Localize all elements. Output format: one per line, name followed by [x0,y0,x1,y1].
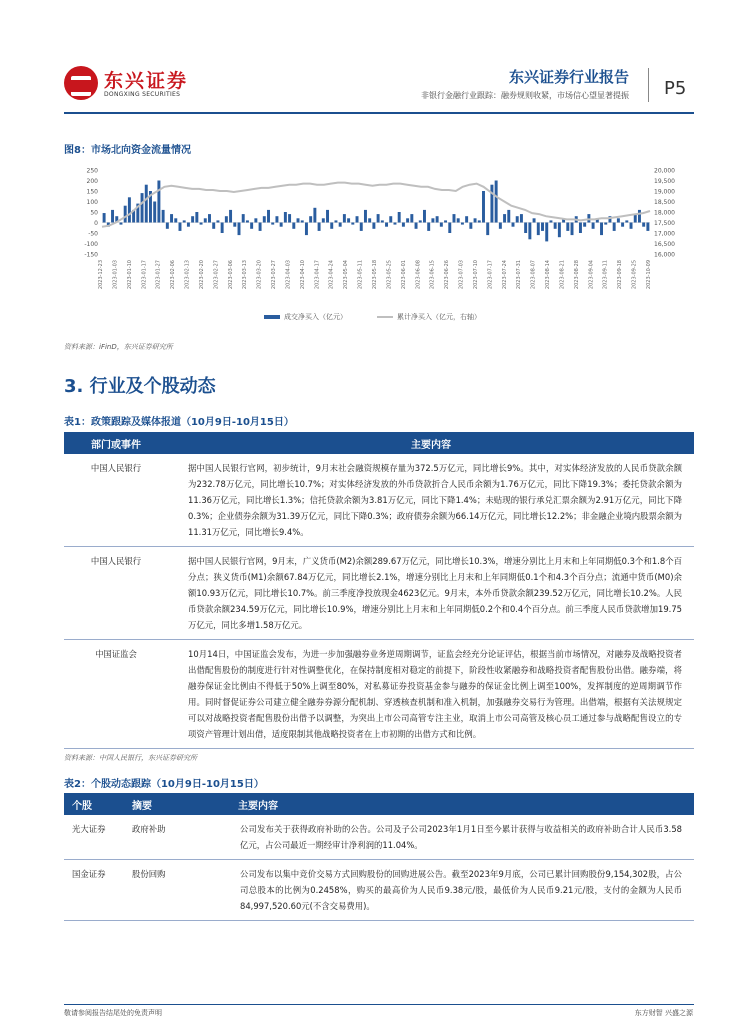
flow-bar [288,214,291,222]
flow-bar [166,223,169,229]
legend-bar-swatch [264,315,280,319]
flow-bar [415,223,418,229]
x-tick-label: 2023-09-18 [617,260,624,290]
x-tick-label: 2023-07-31 [516,260,523,290]
left-tick-label: 50 [90,209,98,217]
x-tick-label: 2023-05-11 [357,260,364,290]
flow-bar [453,214,456,222]
table-row [64,860,694,921]
flow-bar [343,214,346,222]
flow-bar [381,220,384,222]
flow-bar [351,223,354,225]
right-tick-label: 16,000 [654,251,675,259]
header-rule [64,112,694,114]
flow-bar [280,223,283,227]
col-header-dept: 部门或事件 [64,432,168,454]
flow-bar [221,223,224,234]
flow-bar [377,214,380,222]
flow-bar [233,223,236,227]
x-tick-label: 2023-04-24 [328,260,335,290]
stock-table [64,793,694,921]
chart-legend [264,312,481,322]
x-tick-label: 2023-05-04 [343,260,350,290]
flow-bar [259,223,262,231]
flow-bar [482,191,485,223]
flow-bar [275,216,278,222]
x-tick-label: 2023-08-28 [573,260,580,290]
flow-bar [297,218,300,222]
company-logo [64,66,194,106]
flow-bar [170,214,173,222]
flow-bar [604,223,607,225]
flow-bar [423,210,426,223]
flow-bar [208,214,211,222]
flow-bar [246,220,249,222]
flow-bar [229,210,232,223]
x-tick-label: 2023-02-13 [184,260,191,290]
legend-line-label: 累计净买入（亿元，右轴） [397,313,481,321]
flow-bar [212,223,215,229]
flow-bar [318,223,321,231]
flow-bar [642,223,645,227]
flow-bar [398,212,401,223]
right-tick-label: 17,500 [654,220,675,227]
flow-bar [250,223,253,229]
flow-bar [427,223,430,231]
chart-svg [64,160,694,310]
flow-bar [200,223,203,225]
x-tick-label: 2023-07-17 [487,260,494,290]
dept-cell: 中国人民银行 [64,547,168,640]
flow-bar [486,223,489,236]
flow-bar [225,216,228,222]
flow-bar [191,216,194,222]
section-title: 3. 行业及个股动态 [64,376,216,397]
content-cell: 公司发布关于获得政府补助的公告。公司及子公司2023年1月1日至今累计获得与收益相关的政府补助合计人民币3.58亿元，占公司最近一期经审计净利润的11.04%。 [232,815,694,860]
footer-rule [64,1004,694,1005]
flow-bar [592,223,595,229]
left-tick-label: 0 [94,220,98,227]
flow-bar [520,214,523,222]
stock-cell: 光大证券 [64,815,124,860]
report-subtitle: 非银行金融行业跟踪：融券规则收紧，市场信心望显著提振 [421,91,629,100]
flow-bar [516,216,519,222]
flow-bar [410,214,413,222]
flow-bar [305,223,308,236]
table-row [64,547,694,640]
table2-title: 表2：个股动态跟踪（10月9日-10月15日） [64,779,264,790]
col-header-content: 主要内容 [168,432,694,454]
flow-bar [490,185,493,223]
flow-bar [301,220,304,222]
table-row [64,815,694,860]
x-tick-label: 2023-04-03 [285,260,292,290]
flow-bar [309,216,312,222]
table-header-row [64,793,694,815]
logo-mark-icon [64,66,98,100]
x-tick-label: 2023-09-11 [602,260,609,290]
flow-bar [541,223,544,231]
flow-bar [372,223,375,229]
table1-title: 表1：政策跟踪及媒体报道（10月9日-10月15日） [64,417,294,428]
header-divider [648,68,649,102]
x-tick-label: 2023-01-17 [141,260,148,290]
flow-bar [448,223,451,234]
flow-bar [284,212,287,223]
x-tick-label: 2023-03-20 [256,260,263,290]
flow-bar [242,214,245,222]
flow-bar [292,223,295,229]
flow-bar [499,223,502,229]
x-tick-label: 2023-04-17 [314,260,321,290]
content-cell: 公司发布以集中竞价交易方式回购股份的回购进展公告。截至2023年9月底，公司已累计回购股份9,154,302股，占公司总股本的比例为0.2458%，购买的最高价为人民币9.38元/股，最低价为人民币9.21元/股，支付的金额为人民币84,997,520.60元(不含交易费用)。 [232,860,694,921]
flow-bar [503,214,506,222]
flow-bar [461,223,464,225]
flow-bar [638,210,641,223]
x-tick-label: 2023-07-03 [458,260,465,290]
flow-bar [457,218,460,222]
flow-bar [545,223,548,242]
flow-bar [141,193,144,222]
right-tick-label: 17,000 [654,230,675,238]
flow-bar [360,223,363,231]
flow-bar [267,210,270,223]
flow-bar [617,218,620,222]
flow-bar [625,220,628,222]
content-cell: 据中国人民银行官网，9月末，广义货币(M2)余额289.67万亿元，同比增长10.3%，增速分别比上月末和上年同期低0.3个和1.8个百分点；狭义货币(M1)余额67.84万亿元，同比增长2.1%，增速分别比上月末和上年同期低0.1个和4.3个百分点；流通中货币(M0)余额10.93万亿元，同比增长10.7%。前三季度净投放现金4623亿元。9月末，本外币贷款余额239.52万亿元，同比增长10.2%。人民币贷款余额234.59万亿元，同比增长10.9%，增速分别比上月末和上年同期低0.2个和0.4个百分点。前三季度人民币贷款增加19.75万亿元，同比多增1.58万亿元。 [168,547,694,640]
flow-bar [179,223,182,231]
footer-slogan: 东方财智 兴盛之源 [634,1009,693,1017]
summary-cell: 政府补助 [124,815,232,860]
dept-cell: 中国人民银行 [64,454,168,547]
col-header-summary: 摘要 [124,793,232,815]
report-title: 东兴证券行业报告 [508,68,629,86]
flow-bar [571,223,574,236]
flow-bar [368,218,371,222]
x-tick-label: 2023-05-18 [372,260,378,290]
col-header-stock: 个股 [64,793,124,815]
x-tick-label: 2023-03-27 [271,260,278,290]
flow-bar [339,223,342,227]
table-row [64,454,694,547]
flow-bar [533,218,536,222]
flow-bar [495,181,498,223]
flow-bar [440,223,443,227]
table1-source: 资料来源：中国人民银行，东兴证券研究所 [64,754,197,762]
flow-bar [157,181,160,223]
flow-bar [402,223,405,227]
flow-bar [436,216,439,222]
left-tick-label: 250 [86,167,98,175]
x-tick-label: 2023-02-20 [198,260,205,290]
left-tick-label: -50 [88,230,98,238]
flow-bar [330,223,333,229]
x-tick-label: 2023-06-08 [415,260,422,290]
right-tick-label: 16,500 [654,241,675,248]
dept-cell: 中国证监会 [64,640,168,749]
x-tick-label: 2023-05-25 [386,260,393,290]
flow-bar [406,218,409,222]
figure-source: 资料来源：iFinD，东兴证券研究所 [64,343,173,351]
flow-bar [630,223,633,229]
flow-bar [613,223,616,231]
x-tick-label: 2023-08-21 [559,260,566,290]
figure-title: 图8：市场北向资金流量情况 [64,145,191,156]
flow-bar [195,212,198,223]
x-tick-label: 2023-08-07 [530,260,537,290]
flow-bar [238,223,241,236]
flow-bar [583,223,586,227]
flow-bar [356,216,359,222]
x-tick-label: 2023-03-13 [242,260,249,290]
right-tick-label: 18,000 [654,209,675,217]
flow-bar [444,220,447,222]
policy-table [64,432,694,749]
left-tick-label: 150 [86,188,98,196]
flow-bar [512,223,515,227]
flow-bar [474,218,477,222]
x-tick-label: 2023-09-25 [631,260,638,290]
flow-bar [183,220,186,222]
flow-bar [528,223,531,240]
flow-bar [469,223,472,229]
left-tick-label: 200 [86,178,98,185]
cumulative-line [102,183,650,227]
x-tick-label: 2023-08-14 [545,259,552,290]
flow-bar [128,197,131,222]
stock-cell: 国金证券 [64,860,124,921]
flow-bar [174,218,177,222]
x-tick-label: 2023-02-27 [213,260,220,290]
flow-bar [393,223,396,225]
x-tick-label: 2023-09-04 [588,260,595,290]
right-tick-label: 20,000 [654,167,675,175]
flow-bar [187,223,190,227]
flow-bar [322,218,325,222]
summary-cell: 股份回购 [124,860,232,921]
flow-bar [119,223,122,225]
flow-bar [263,216,266,222]
x-tick-label: 2023-04-10 [299,260,306,290]
flow-bar [364,210,367,223]
flow-bar [554,223,557,229]
x-tick-label: 2023-01-03 [112,260,119,290]
legend-line-swatch [377,316,393,318]
x-tick-label: 2023-02-06 [170,260,177,290]
flow-bar [347,218,350,222]
flow-bar [558,223,561,238]
table-row [64,640,694,749]
flow-bar [600,223,603,236]
x-tick-label: 2023-12-23 [98,260,104,290]
flow-bar [111,210,114,223]
x-tick-label: 2023-06-26 [444,260,451,290]
left-tick-label: 100 [86,199,98,206]
content-cell: 据中国人民银行官网，初步统计，9月末社会融资规模存量为372.5万亿元，同比增长9%。其中，对实体经济发放的人民币贷款余额为232.78万亿元，同比增长10.7%；对实体经济发放的外币贷款折合人民币余额为1.76万亿元，同比下降19.3%；委托贷款余额为11.36万亿元，同比增长1.3%；信托贷款余额为3.81万亿元，同比下降1.4%；未贴现的银行承兑汇票余额为2.91万亿元，同比下降0.3%；企业债券余额为31.39万亿元，同比下降0.3%；政府债券余额为66.14万亿元，同比增长12.2%；非金融企业境内股票余额为11.31万亿元，同比增长9.4%。 [168,454,694,547]
flow-bar [334,220,337,222]
flow-bar [579,223,582,234]
right-tick-label: 18,500 [654,199,675,206]
flow-bar [431,218,434,222]
flow-bar [566,223,569,231]
right-tick-label: 19,500 [654,178,675,185]
footer-disclaimer: 敬请参阅报告结尾处的免责声明 [64,1009,162,1017]
content-cell: 10月14日，中国证监会发布，为进一步加强融券业务逆周期调节，证监会经充分论证评估，根据当前市场情况，对融券及战略投资者出借配售股份的制度进行针对性调整优化，在保持制度相对稳定的前提下，阶段性收紧融券和战略投资者配售股份出借。融券端，将融券保证金比例由不得低于50%上调至80%，对私募证券投资基金参与融券的保证金比例上调至100%，发挥制度的逆周期调节作用。同时督促证券公司建立健全融券券源分配机制、穿透核查机制和准入机制，加强融券交易行为管理。出借端，根据有关法规规定可以对战略投资者配售股份出借予以调整，为突出上市公司高管专注主业，取消上市公司高管及核心员工通过参与战略配售设立的专项资产管理计划出借，适度限制其他战略投资者在上市初期的出借方式和比例。 [168,640,694,749]
x-tick-label: 2023-07-24 [501,260,508,290]
flow-bar [271,223,274,225]
flow-bar [646,223,649,231]
flow-bar [326,210,329,223]
x-tick-label: 2023-01-10 [126,260,133,290]
logo-text-cn: 东兴证券 [104,70,189,92]
flow-bar [478,220,481,222]
logo-text-en: DONGXING SECURITIES [104,91,181,98]
flow-bar [254,218,257,222]
table-header-row [64,432,694,454]
flow-bar [385,223,388,227]
right-tick-label: 19,000 [654,188,675,196]
x-tick-label: 2023-06-15 [429,260,436,290]
page-header [0,0,755,118]
flow-bar [313,208,316,223]
flow-bar [145,185,148,223]
flow-bar [216,220,219,222]
x-tick-label: 2023-10-09 [646,260,652,290]
x-tick-label: 2023-06-01 [400,260,407,290]
flow-bar [103,213,106,222]
flow-bar [621,223,624,227]
flow-bar [153,202,156,223]
flow-bar [587,214,590,222]
flow-bar [204,218,207,222]
flow-bar [507,210,510,223]
left-tick-label: -150 [84,251,98,259]
page-number: P5 [664,78,687,99]
flow-bar [124,206,127,223]
flow-bar [537,223,540,236]
col-header-content: 主要内容 [232,793,694,815]
x-tick-label: 2023-07-10 [472,260,479,290]
x-tick-label: 2023-01-27 [155,260,162,290]
flow-bar [389,216,392,222]
flow-bar [162,210,165,223]
flow-bar [549,220,552,222]
left-tick-label: -100 [84,241,98,248]
legend-bar-label: 成交净买入（亿元） [284,313,347,321]
x-tick-label: 2023-03-06 [227,260,234,290]
flow-bar [524,223,527,234]
flow-bar [465,216,468,222]
flow-bar [419,220,422,222]
